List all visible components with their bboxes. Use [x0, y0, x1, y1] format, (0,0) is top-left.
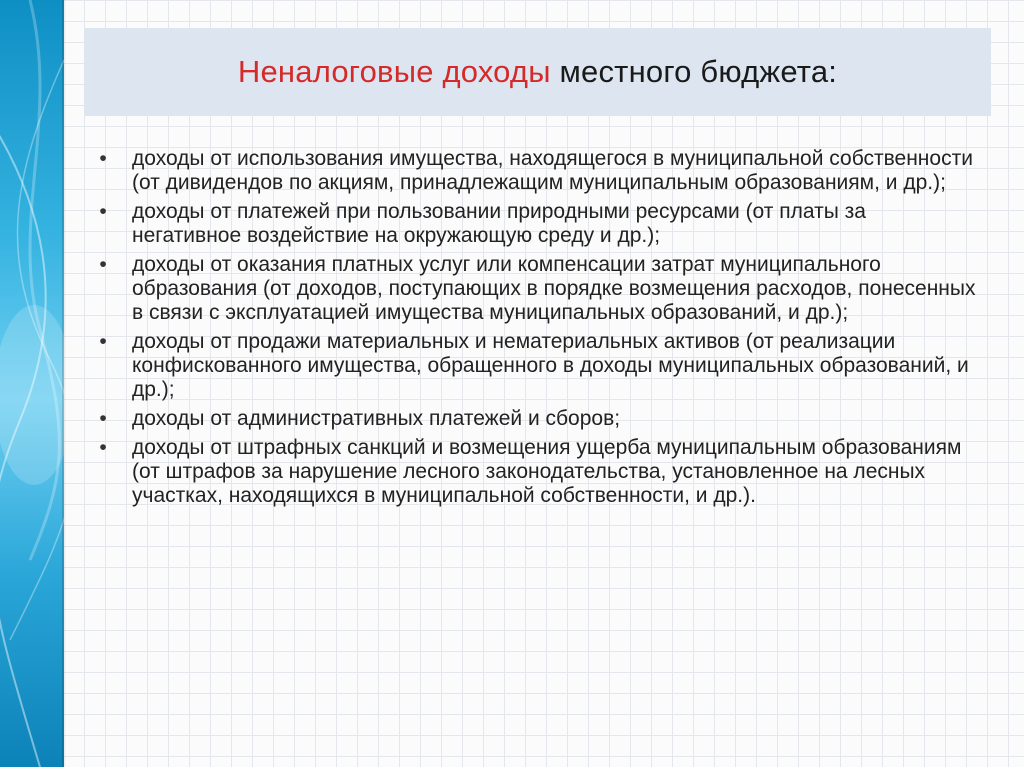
list-item	[96, 330, 976, 402]
bullet-icon: •	[99, 200, 107, 223]
slide-title-accent: Неналоговые доходы	[237, 54, 551, 89]
bullet-icon: •	[99, 253, 107, 276]
list-item-text: доходы от платежей при пользовании природными ресурсами (от платы за негативное воздействие на окружающую среду и др.);	[132, 200, 866, 247]
list-item	[96, 253, 976, 325]
bullet-icon: •	[99, 407, 107, 430]
slide-title	[238, 54, 837, 90]
list-item-text: доходы от штрафных санкций и возмещения ущерба муниципальным образованиям (от штрафов за нарушение лесного законодательства, установленное на лесных участках, находящихся в муниципальной собственности, и др.).	[132, 436, 962, 507]
list-item-text: доходы от использования имущества, находящегося в муниципальной собственности (от дивидендов по акциям, принадлежащим муниципальным образованиям, и др.);	[132, 147, 973, 194]
list-item	[96, 200, 976, 248]
bullet-list	[96, 147, 976, 513]
bullet-icon: •	[99, 436, 107, 459]
list-item	[96, 147, 976, 195]
slide-title-rest: местного бюджета:	[550, 54, 838, 89]
list-item	[96, 436, 976, 508]
bullet-icon: •	[99, 330, 107, 353]
swirl-decoration	[0, 0, 64, 767]
list-item	[96, 407, 976, 431]
list-item-text: доходы от административных платежей и сборов;	[132, 407, 621, 430]
list-item-text: доходы от продажи материальных и нематериальных активов (от реализации конфискованного имущества, обращенного в доходы муниципальных образований, и др.);	[132, 330, 969, 401]
title-banner	[84, 28, 991, 116]
list-item-text: доходы от оказания платных услуг или компенсации затрат муниципального образования (от доходов, поступающих в порядке возмещения расходов, понесенных в связи с эксплуатацией имущества муниципальных образований, и др.);	[132, 253, 976, 324]
bullet-icon: •	[99, 147, 107, 170]
decorative-side-band	[0, 0, 64, 767]
side-band-shadow	[62, 0, 66, 767]
